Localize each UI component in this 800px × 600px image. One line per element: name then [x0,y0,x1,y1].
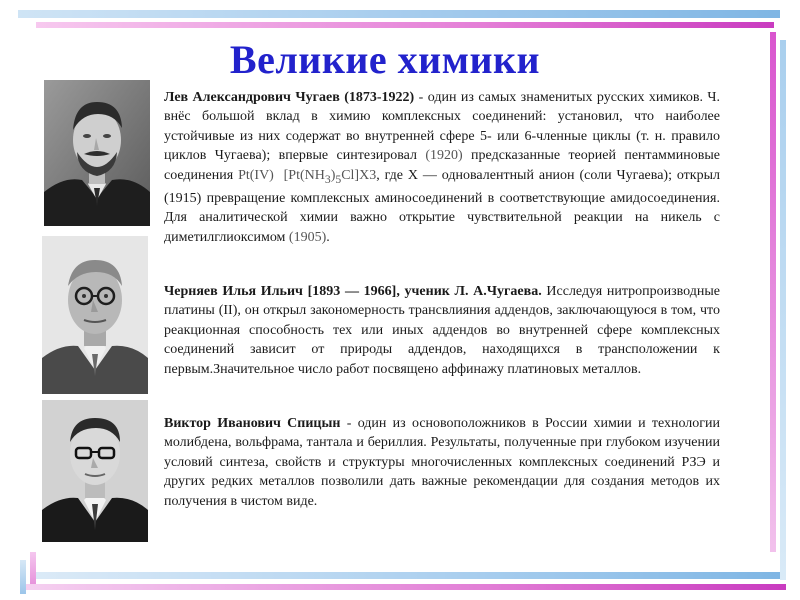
bio-text: Исследуя нитропроизводные платины (II), он открыл закономерность трансвлияния аддендов, заключающуюся в том, что реакционная способность тех или иных аддендов во внутренней сфере комплексных соединений зависит от природы аддендов, находящихся в трансположении к первым.Значительное число работ посвящено аффинажу платиновых металлов. [164,284,721,377]
slide-title: Великие химики [229,37,541,82]
frame-bar-top-pink [36,22,774,28]
bio-name: Виктор Иванович Спицын [164,416,341,431]
chemical-formula: Pt(IV) [238,167,274,183]
frame-bar-bottom-blue [36,572,780,579]
bio-chernyaev [164,282,720,379]
bio-text: - один из самых знаменитых русских химиков. Ч. внёс большой вклад в химию комплексных соединений: установил, что наиболее устойчивые из них содержат во внутренней сфере 5- или 6-членные циклы (т. н. правило циклов Чугаева); впервые синтезировал [164,90,720,164]
frame-bar-right-blue [780,40,786,580]
frame-bar-right-pink [770,32,776,552]
portrait-spitsyn [42,400,148,542]
portrait-chugaev [44,80,150,226]
bio-spitsyn [164,414,720,511]
bio-year: (1920) [425,148,463,164]
bio-name: Лев Александрович Чугаев (1873-1922) [164,90,415,105]
frame-bar-bottom-pink [26,584,786,590]
chemical-formula: $[Pt(NH_3)_5Cl]X3$ [283,167,377,186]
bio-text: предсказанные теорией пентамминовые соединения [164,148,720,183]
bio-text: - один из основоположников в России химии и технологии молибдена, вольфрама, тантала и бериллия. Результаты, полученные при глубоком изучении условий синтеза, свойств и структуры многочисленных комплексных соединений РЗЭ и других редких металлов позволили дать важные рекомендации для создания методов их получения в чистом виде. [164,416,720,509]
frame-bar-top-blue [18,10,780,18]
portrait-chernyaev [42,236,148,394]
bio-text: . [326,229,330,245]
bio-chugaev [164,88,720,247]
bio-name: Черняев Илья Ильич [1893 — 1966], ученик Л. А.Чугаева. [164,284,542,299]
bio-year: (1905) [288,229,327,245]
bio-text: , где X — одновалентный анион (соли Чугаева); открыл (1915) превращение комплексных аминосоединений в соответствующие амидосоединения. Для аналитической химии важно открытие чувствительной реакции на никель с диметилглиоксимом [164,167,720,245]
